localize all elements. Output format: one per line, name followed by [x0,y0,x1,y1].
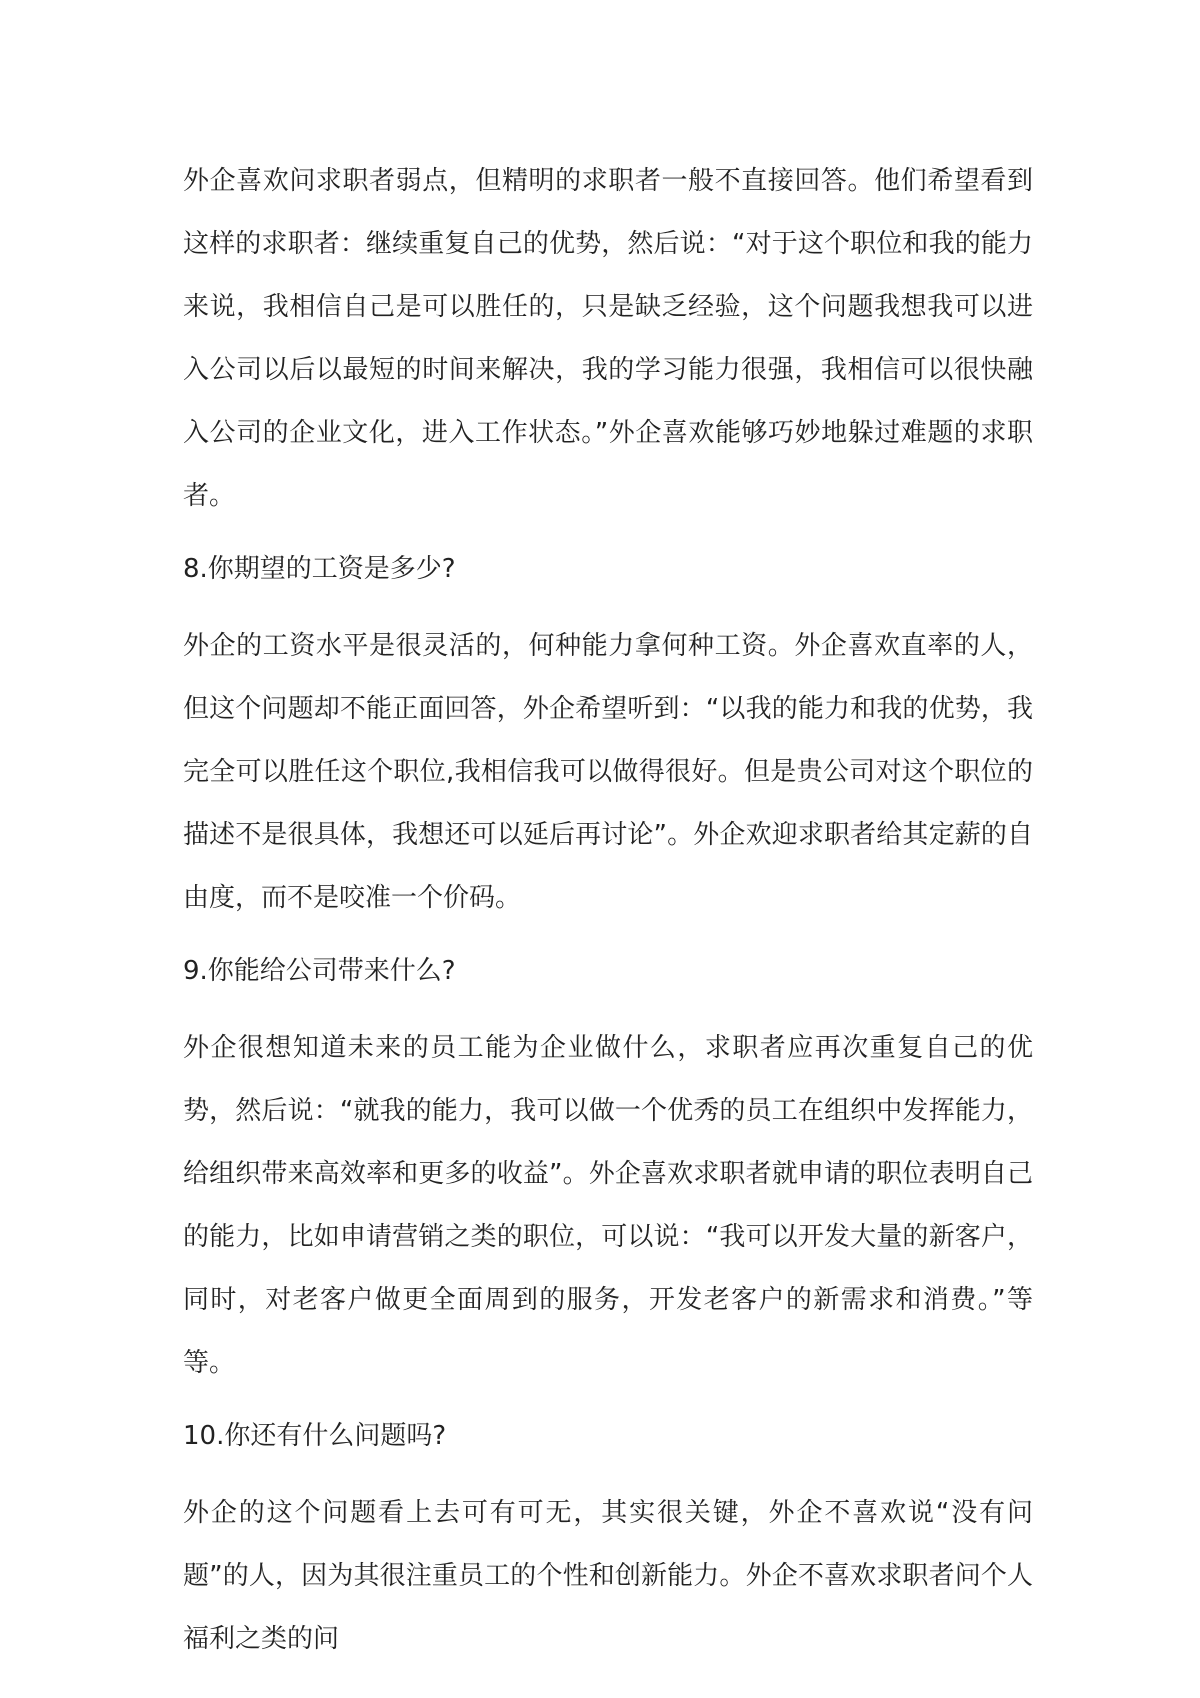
question-heading-10: 10.你还有什么问题吗? [183,1421,447,1451]
paragraph-questions-answer: 外企的这个问题看上去可有可无，其实很关键，外企不喜欢说“没有问题”的人，因为其很注重员工的个性和创新能力。外企不喜欢求职者问个人福利之类的问 [183,1498,1033,1654]
document-body [183,150,1033,1671]
paragraph-weakness-answer: 外企喜欢问求职者弱点，但精明的求职者一般不直接回答。他们希望看到这样的求职者：继续重复自己的优势，然后说：“对于这个职位和我的能力来说，我相信自己是可以胜任的，只是缺乏经验，这个问题我想我可以进入公司以后以最短的时间来解决，我的学习能力很强，我相信可以很快融入公司的企业文化，进入工作状态。”外企喜欢能够巧妙地躲过难题的求职者。 [183,166,1033,511]
paragraph-salary-answer: 外企的工资水平是很灵活的，何种能力拿何种工资。外企喜欢直率的人，但这个问题却不能正面回答，外企希望听到：“以我的能力和我的优势，我完全可以胜任这个职位,我相信我可以做得很好。但是贵公司对这个职位的描述不是很具体，我想还可以延后再讨论”。外企欢迎求职者给其定薪的自由度，而不是咬准一个价码。 [183,631,1033,913]
paragraph-contribution-answer: 外企很想知道未来的员工能为企业做什么，求职者应再次重复自己的优势，然后说：“就我的能力，我可以做一个优秀的员工在组织中发挥能力，给组织带来高效率和更多的收益”。外企喜欢求职者就申请的职位表明自己的能力，比如申请营销之类的职位，可以说：“我可以开发大量的新客户，同时，对老客户做更全面周到的服务，开发老客户的新需求和消费。”等等。 [183,1033,1033,1378]
question-heading-9: 9.你能给公司带来什么? [183,956,456,986]
question-heading-8: 8.你期望的工资是多少? [183,554,456,584]
